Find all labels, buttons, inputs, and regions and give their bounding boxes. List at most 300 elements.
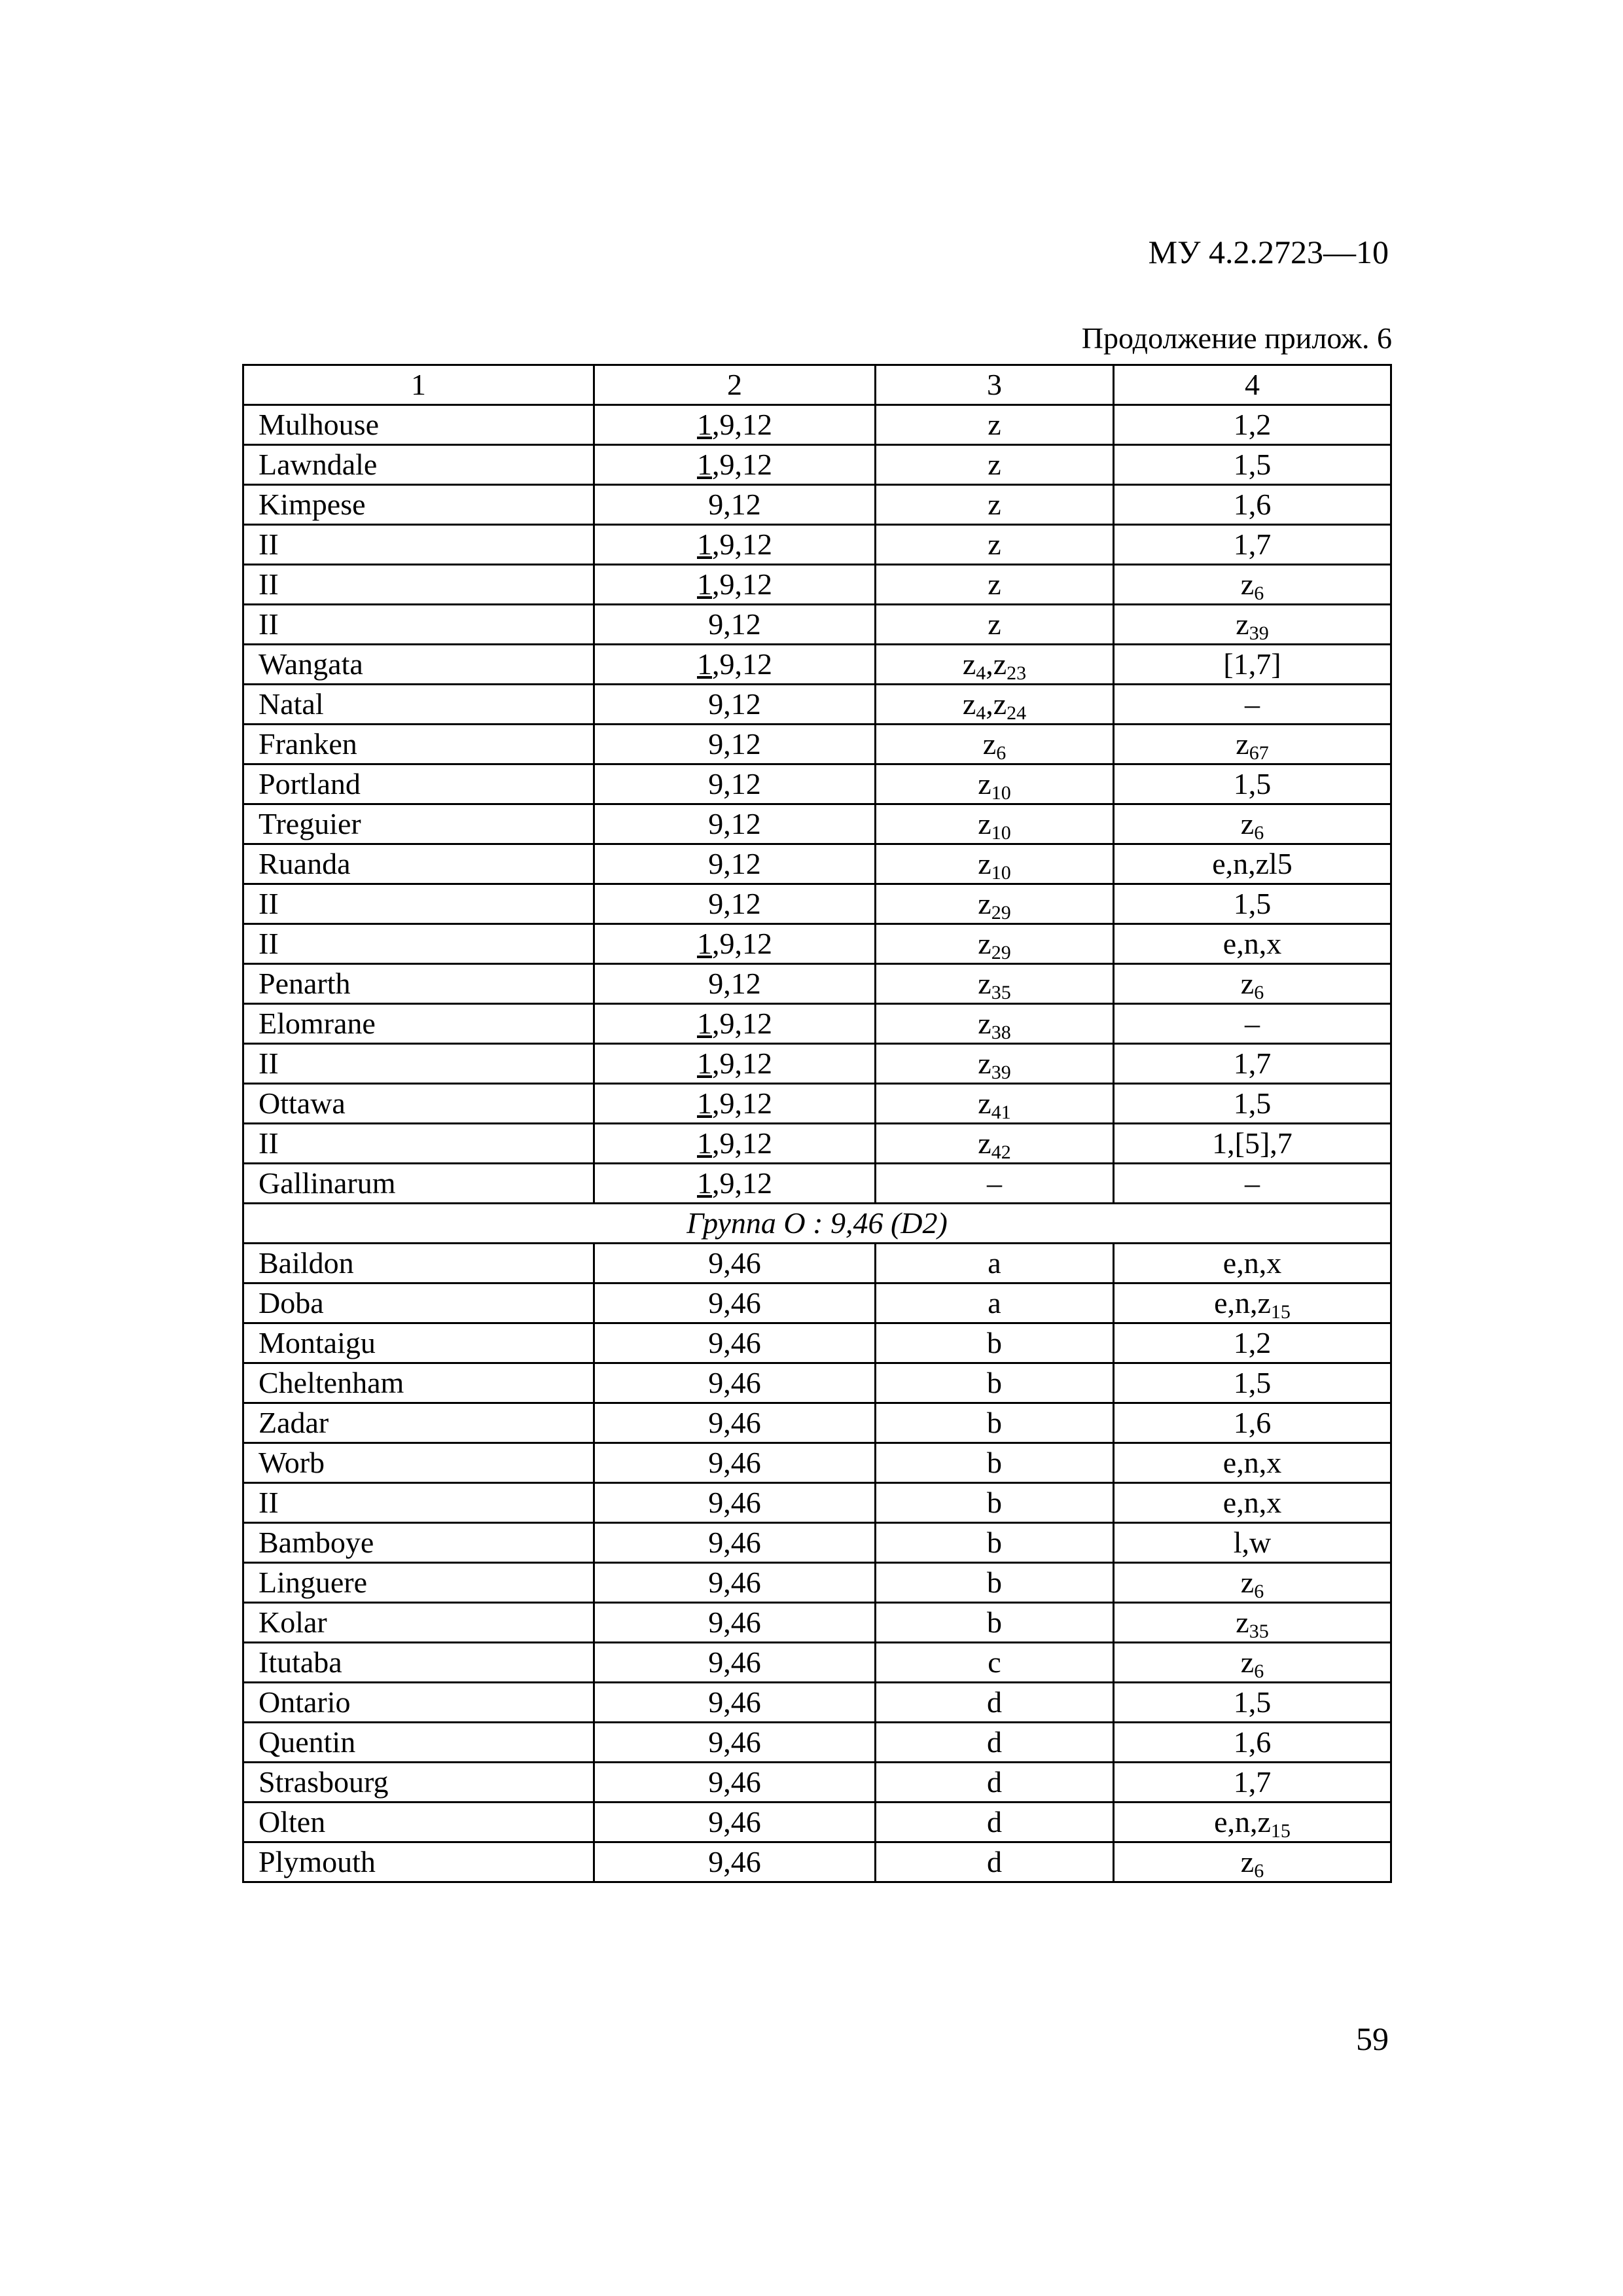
h-antigen-phase2-cell (1114, 924, 1391, 964)
o-antigen-cell (594, 1323, 876, 1363)
antigen-subscript: 15 (1270, 1820, 1291, 1842)
h-antigen-phase1-cell (876, 1563, 1114, 1603)
antigen-text: a (988, 1246, 1001, 1280)
o-antigen-cell (594, 1603, 876, 1643)
o-antigen-cell (594, 1563, 876, 1603)
antigen-text: z (978, 1086, 991, 1120)
h-antigen-phase2-cell (1114, 1403, 1391, 1443)
h-antigen-phase1-cell (876, 964, 1114, 1004)
h-antigen-phase2-cell (1114, 565, 1391, 605)
h-antigen-phase1-cell (876, 1403, 1114, 1443)
table-row (243, 485, 1391, 525)
h-antigen-phase1-cell (876, 884, 1114, 924)
o-antigen-cell (594, 725, 876, 764)
serotype-name-cell: Baildon (243, 1244, 594, 1283)
column-header: 2 (594, 365, 876, 405)
serotype-name-cell: II (243, 1483, 594, 1523)
table-row (243, 1523, 1391, 1563)
h-antigen-phase1-cell (876, 1283, 1114, 1323)
antigen-text: e,n,zl5 (1212, 847, 1293, 880)
serotype-name-cell: Zadar (243, 1403, 594, 1443)
antigen-subscript: 29 (991, 942, 1011, 963)
antigen-text: d (987, 1765, 1002, 1799)
h-antigen-phase2-cell (1114, 1603, 1391, 1643)
antigen-text: 1,[5],7 (1212, 1126, 1293, 1160)
antigen-text: z (978, 1126, 991, 1160)
antigen-factors: 9,46 (708, 1685, 761, 1719)
serotype-name-cell: Ontario (243, 1683, 594, 1723)
o-antigen-cell (594, 605, 876, 645)
h-antigen-phase2-cell (1114, 1084, 1391, 1124)
table-row (243, 924, 1391, 964)
o-antigen-cell (594, 445, 876, 485)
antigen-factors: 9,46 (708, 1845, 761, 1878)
antigen-text: z (978, 847, 991, 880)
antigen-factors: 9,46 (708, 1246, 761, 1280)
h-antigen-phase1-cell (876, 685, 1114, 725)
underlined-factor: 1 (697, 448, 712, 481)
antigen-factors: 9,46 (708, 1725, 761, 1759)
antigen-factors: 9,46 (708, 1446, 761, 1479)
h-antigen-phase2-cell (1114, 605, 1391, 645)
table-row (243, 1244, 1391, 1283)
antigen-text: z (1240, 967, 1255, 1000)
table-row (243, 844, 1391, 884)
antigen-text: 1,7 (1233, 1765, 1272, 1799)
serotype-name-cell: II (243, 924, 594, 964)
antigen-text: b (987, 1486, 1002, 1519)
antigen-text: a (988, 1286, 1001, 1319)
o-antigen-cell (594, 405, 876, 445)
serotype-table (242, 364, 1392, 1883)
antigen-factors: 9,12 (708, 967, 761, 1000)
antigen-text: z (988, 488, 1001, 521)
antigen-text: – (1245, 1166, 1260, 1200)
column-header: 3 (876, 365, 1114, 405)
h-antigen-phase2-cell (1114, 445, 1391, 485)
antigen-text: b (987, 1366, 1002, 1399)
antigen-factors: ,9,12 (712, 1166, 772, 1200)
antigen-subscript: 41 (991, 1102, 1011, 1123)
antigen-subscript: 6 (1254, 822, 1264, 844)
h-antigen-phase2-cell (1114, 525, 1391, 565)
antigen-text: d (987, 1845, 1002, 1878)
o-antigen-cell (594, 1763, 876, 1803)
h-antigen-phase2-cell (1114, 1723, 1391, 1763)
antigen-factors: 9,12 (708, 687, 761, 721)
antigen-factors: 9,46 (708, 1406, 761, 1439)
antigen-subscript: 35 (1249, 1621, 1269, 1642)
table-row (243, 1044, 1391, 1084)
h-antigen-phase1-cell (876, 804, 1114, 844)
group-heading: Группа О : 9,46 (D2) (243, 1204, 1391, 1244)
antigen-text: 1,5 (1233, 767, 1272, 800)
antigen-factors: ,9,12 (712, 1086, 772, 1120)
antigen-text: d (987, 1685, 1002, 1719)
table-row (243, 565, 1391, 605)
serotype-name-cell: Ruanda (243, 844, 594, 884)
antigen-text: c (988, 1645, 1001, 1679)
serotype-name-cell: Mulhouse (243, 405, 594, 445)
h-antigen-phase1-cell (876, 1842, 1114, 1882)
serotype-name-cell: Olten (243, 1803, 594, 1842)
antigen-text: z (978, 967, 991, 1000)
underlined-factor: 1 (697, 1166, 712, 1200)
antigen-text: 1,7 (1233, 1047, 1272, 1080)
antigen-factors: 9,12 (708, 847, 761, 880)
serotype-name-cell: II (243, 525, 594, 565)
antigen-subscript: 10 (991, 862, 1011, 884)
table-row (243, 405, 1391, 445)
h-antigen-phase1-cell (876, 1683, 1114, 1723)
h-antigen-phase2-cell (1114, 645, 1391, 685)
antigen-text: z (988, 448, 1001, 481)
serotype-name-cell: II (243, 1044, 594, 1084)
antigen-factors: 9,46 (708, 1486, 761, 1519)
h-antigen-phase2-cell (1114, 1803, 1391, 1842)
o-antigen-cell (594, 1044, 876, 1084)
antigen-subscript: 23 (1007, 662, 1027, 684)
o-antigen-cell (594, 1842, 876, 1882)
antigen-factors: 9,12 (708, 887, 761, 920)
table-row (243, 445, 1391, 485)
antigen-subscript: 38 (991, 1022, 1011, 1043)
antigen-text: z (978, 1007, 991, 1040)
serotype-name-cell: II (243, 1124, 594, 1164)
o-antigen-cell (594, 1523, 876, 1563)
antigen-text: z (978, 1047, 991, 1080)
table-row (243, 1683, 1391, 1723)
h-antigen-phase2-cell (1114, 485, 1391, 525)
o-antigen-cell (594, 764, 876, 804)
h-antigen-phase2-cell (1114, 725, 1391, 764)
o-antigen-cell (594, 1723, 876, 1763)
antigen-subscript: 39 (991, 1062, 1011, 1083)
antigen-text: e,n,x (1222, 1486, 1282, 1519)
antigen-subscript: 10 (991, 782, 1011, 804)
h-antigen-phase1-cell (876, 605, 1114, 645)
antigen-text: b (987, 1446, 1002, 1479)
h-antigen-phase1-cell (876, 1523, 1114, 1563)
table-row (243, 1483, 1391, 1523)
antigen-subscript: 24 (1007, 702, 1027, 724)
h-antigen-phase2-cell (1114, 844, 1391, 884)
h-antigen-phase2-cell (1114, 1683, 1391, 1723)
h-antigen-phase1-cell (876, 1084, 1114, 1124)
antigen-text: z (1240, 807, 1255, 840)
o-antigen-cell (594, 685, 876, 725)
antigen-text: z (1240, 1845, 1255, 1878)
antigen-subscript: 6 (1254, 1660, 1264, 1682)
antigen-subscript: 29 (991, 902, 1011, 924)
serotype-name-cell: Strasbourg (243, 1763, 594, 1803)
serotype-name-cell: Gallinarum (243, 1164, 594, 1204)
o-antigen-cell (594, 1483, 876, 1523)
o-antigen-cell (594, 1643, 876, 1683)
table-row (243, 1283, 1391, 1323)
o-antigen-cell (594, 804, 876, 844)
table-row (243, 685, 1391, 725)
antigen-factors: ,9,12 (712, 1047, 772, 1080)
table-row (243, 1084, 1391, 1124)
h-antigen-phase2-cell (1114, 1763, 1391, 1803)
h-antigen-phase2-cell (1114, 1283, 1391, 1323)
underlined-factor: 1 (697, 1047, 712, 1080)
antigen-subscript: 6 (1254, 1581, 1264, 1602)
table-row (243, 804, 1391, 844)
antigen-factors: 9,46 (708, 1526, 761, 1559)
antigen-factors: ,9,12 (712, 927, 772, 960)
antigen-text: z (978, 927, 991, 960)
antigen-text: 1,5 (1233, 1685, 1272, 1719)
antigen-factors: 9,46 (708, 1645, 761, 1679)
antigen-text: [1,7] (1223, 647, 1281, 681)
page-number: 59 (1356, 2020, 1389, 2057)
table-row (243, 1443, 1391, 1483)
h-antigen-phase2-cell (1114, 1164, 1391, 1204)
h-antigen-phase2-cell (1114, 1643, 1391, 1683)
serotype-name-cell: Montaigu (243, 1323, 594, 1363)
antigen-text: e,n,x (1222, 1246, 1282, 1280)
antigen-factors: 9,46 (708, 1805, 761, 1839)
h-antigen-phase1-cell (876, 1004, 1114, 1044)
antigen-text: b (987, 1406, 1002, 1439)
h-antigen-phase2-cell (1114, 1244, 1391, 1283)
antigen-factors: 9,46 (708, 1366, 761, 1399)
antigen-subscript: 4 (976, 702, 986, 724)
antigen-text: 1,5 (1233, 1086, 1272, 1120)
underlined-factor: 1 (697, 1126, 712, 1160)
antigen-subscript: 42 (991, 1141, 1011, 1163)
antigen-text: – (987, 1166, 1002, 1200)
o-antigen-cell (594, 565, 876, 605)
o-antigen-cell (594, 884, 876, 924)
antigen-factors: 9,46 (708, 1605, 761, 1639)
antigen-text: 1,7 (1233, 528, 1272, 561)
antigen-factors: 9,46 (708, 1286, 761, 1319)
table-row (243, 764, 1391, 804)
antigen-text: b (987, 1566, 1002, 1599)
h-antigen-phase1-cell (876, 485, 1114, 525)
serotype-name-cell: Cheltenham (243, 1363, 594, 1403)
antigen-factors: 9,12 (708, 767, 761, 800)
antigen-factors: ,9,12 (712, 1126, 772, 1160)
antigen-factors: 9,46 (708, 1765, 761, 1799)
document-code: МУ 4.2.2723—10 (1148, 234, 1389, 270)
serotype-name-cell: Quentin (243, 1723, 594, 1763)
serotype-name-cell: Treguier (243, 804, 594, 844)
serotype-name-cell: Lawndale (243, 445, 594, 485)
table-body (243, 405, 1391, 1882)
table-row (243, 725, 1391, 764)
h-antigen-phase1-cell (876, 525, 1114, 565)
h-antigen-phase1-cell (876, 1483, 1114, 1523)
antigen-text: ,z (986, 687, 1007, 721)
o-antigen-cell (594, 1403, 876, 1443)
h-antigen-phase1-cell (876, 844, 1114, 884)
antigen-text: 1,5 (1233, 448, 1272, 481)
h-antigen-phase1-cell (876, 725, 1114, 764)
antigen-subscript: 10 (991, 822, 1011, 844)
antigen-factors: ,9,12 (712, 567, 772, 601)
o-antigen-cell (594, 1164, 876, 1204)
antigen-factors: ,9,12 (712, 408, 772, 441)
h-antigen-phase2-cell (1114, 1044, 1391, 1084)
antigen-subscript: 6 (1254, 1860, 1264, 1882)
serotype-name-cell: Wangata (243, 645, 594, 685)
antigen-text: z (962, 647, 976, 681)
serotype-name-cell: Plymouth (243, 1842, 594, 1882)
underlined-factor: 1 (697, 647, 712, 681)
h-antigen-phase1-cell (876, 405, 1114, 445)
o-antigen-cell (594, 1004, 876, 1044)
o-antigen-cell (594, 485, 876, 525)
serotype-name-cell: Kimpese (243, 485, 594, 525)
antigen-subscript: 6 (1254, 982, 1264, 1003)
h-antigen-phase2-cell (1114, 884, 1391, 924)
antigen-factors: 9,46 (708, 1566, 761, 1599)
underlined-factor: 1 (697, 408, 712, 441)
h-antigen-phase2-cell (1114, 1483, 1391, 1523)
table-row (243, 1563, 1391, 1603)
o-antigen-cell (594, 844, 876, 884)
underlined-factor: 1 (697, 1007, 712, 1040)
antigen-text: – (1245, 1007, 1260, 1040)
antigen-text: 1,5 (1233, 1366, 1272, 1399)
serotype-name-cell: Franken (243, 725, 594, 764)
table-row (243, 1323, 1391, 1363)
antigen-factors: 9,46 (708, 1326, 761, 1359)
antigen-factors: ,9,12 (712, 1007, 772, 1040)
h-antigen-phase1-cell (876, 1244, 1114, 1283)
o-antigen-cell (594, 1363, 876, 1403)
antigen-text: b (987, 1605, 1002, 1639)
o-antigen-cell (594, 645, 876, 685)
antigen-text: d (987, 1805, 1002, 1839)
table-row (243, 1124, 1391, 1164)
antigen-text: z (962, 687, 976, 721)
table-row (243, 1723, 1391, 1763)
antigen-text: l,w (1233, 1526, 1272, 1559)
antigen-subscript: 35 (991, 982, 1011, 1003)
h-antigen-phase1-cell (876, 1763, 1114, 1803)
serotype-name-cell: II (243, 884, 594, 924)
antigen-subscript: 6 (1254, 583, 1264, 604)
o-antigen-cell (594, 1683, 876, 1723)
underlined-factor: 1 (697, 567, 712, 601)
antigen-text: b (987, 1526, 1002, 1559)
h-antigen-phase1-cell (876, 1363, 1114, 1403)
antigen-factors: ,9,12 (712, 528, 772, 561)
o-antigen-cell (594, 1443, 876, 1483)
o-antigen-cell (594, 1084, 876, 1124)
o-antigen-cell (594, 924, 876, 964)
antigen-text: z (978, 807, 991, 840)
h-antigen-phase2-cell (1114, 405, 1391, 445)
h-antigen-phase1-cell (876, 1803, 1114, 1842)
table-row (243, 1004, 1391, 1044)
antigen-factors: 9,12 (708, 607, 761, 641)
antigen-text: e,n,z (1214, 1286, 1271, 1319)
table-row (243, 884, 1391, 924)
serotype-name-cell: Elomrane (243, 1004, 594, 1044)
antigen-subscript: 6 (996, 742, 1007, 764)
serotype-name-cell: Natal (243, 685, 594, 725)
antigen-text: 1,2 (1233, 1326, 1272, 1359)
antigen-factors: 9,12 (708, 488, 761, 521)
antigen-factors: ,9,12 (712, 647, 772, 681)
antigen-text: z (1240, 1645, 1255, 1679)
h-antigen-phase1-cell (876, 565, 1114, 605)
antigen-text: e,n,x (1222, 1446, 1282, 1479)
serotype-name-cell: II (243, 565, 594, 605)
underlined-factor: 1 (697, 927, 712, 960)
group-row (243, 1204, 1391, 1244)
h-antigen-phase2-cell (1114, 1004, 1391, 1044)
serotype-name-cell: Itutaba (243, 1643, 594, 1683)
antigen-subscript: 4 (976, 662, 986, 684)
table-row (243, 1403, 1391, 1443)
antigen-text: z (978, 767, 991, 800)
h-antigen-phase2-cell (1114, 1124, 1391, 1164)
antigen-text: z (1240, 1566, 1255, 1599)
serotype-name-cell: Penarth (243, 964, 594, 1004)
h-antigen-phase2-cell (1114, 1523, 1391, 1563)
table-row (243, 964, 1391, 1004)
table-row (243, 645, 1391, 685)
serotype-name-cell: Doba (243, 1283, 594, 1323)
antigen-text: 1,5 (1233, 887, 1272, 920)
h-antigen-phase1-cell (876, 445, 1114, 485)
serotype-name-cell: Linguere (243, 1563, 594, 1603)
o-antigen-cell (594, 1803, 876, 1842)
antigen-subscript: 15 (1270, 1301, 1291, 1323)
antigen-factors: 9,12 (708, 727, 761, 761)
h-antigen-phase2-cell (1114, 1363, 1391, 1403)
table-row (243, 1763, 1391, 1803)
antigen-text: z (982, 727, 997, 761)
serotype-name-cell: Kolar (243, 1603, 594, 1643)
h-antigen-phase2-cell (1114, 1842, 1391, 1882)
h-antigen-phase1-cell (876, 645, 1114, 685)
antigen-text: z (988, 567, 1001, 601)
column-header: 1 (243, 365, 594, 405)
antigen-text: d (987, 1725, 1002, 1759)
o-antigen-cell (594, 1124, 876, 1164)
h-antigen-phase1-cell (876, 1723, 1114, 1763)
o-antigen-cell (594, 1283, 876, 1323)
table-row (243, 1603, 1391, 1643)
table-row (243, 605, 1391, 645)
table-row (243, 1363, 1391, 1403)
h-antigen-phase2-cell (1114, 1563, 1391, 1603)
o-antigen-cell (594, 964, 876, 1004)
antigen-subscript: 67 (1249, 742, 1269, 764)
antigen-text: 1,6 (1233, 488, 1272, 521)
antigen-text: 1,6 (1233, 1406, 1272, 1439)
h-antigen-phase1-cell (876, 924, 1114, 964)
table-row (243, 525, 1391, 565)
antigen-text: z (1236, 727, 1249, 761)
o-antigen-cell (594, 525, 876, 565)
antigen-text: 1,6 (1233, 1725, 1272, 1759)
h-antigen-phase2-cell (1114, 764, 1391, 804)
table-row (243, 1643, 1391, 1683)
antigen-text: 1,2 (1233, 408, 1272, 441)
antigen-text: e,n,x (1222, 927, 1282, 960)
serotype-name-cell: Portland (243, 764, 594, 804)
table-row (243, 1842, 1391, 1882)
